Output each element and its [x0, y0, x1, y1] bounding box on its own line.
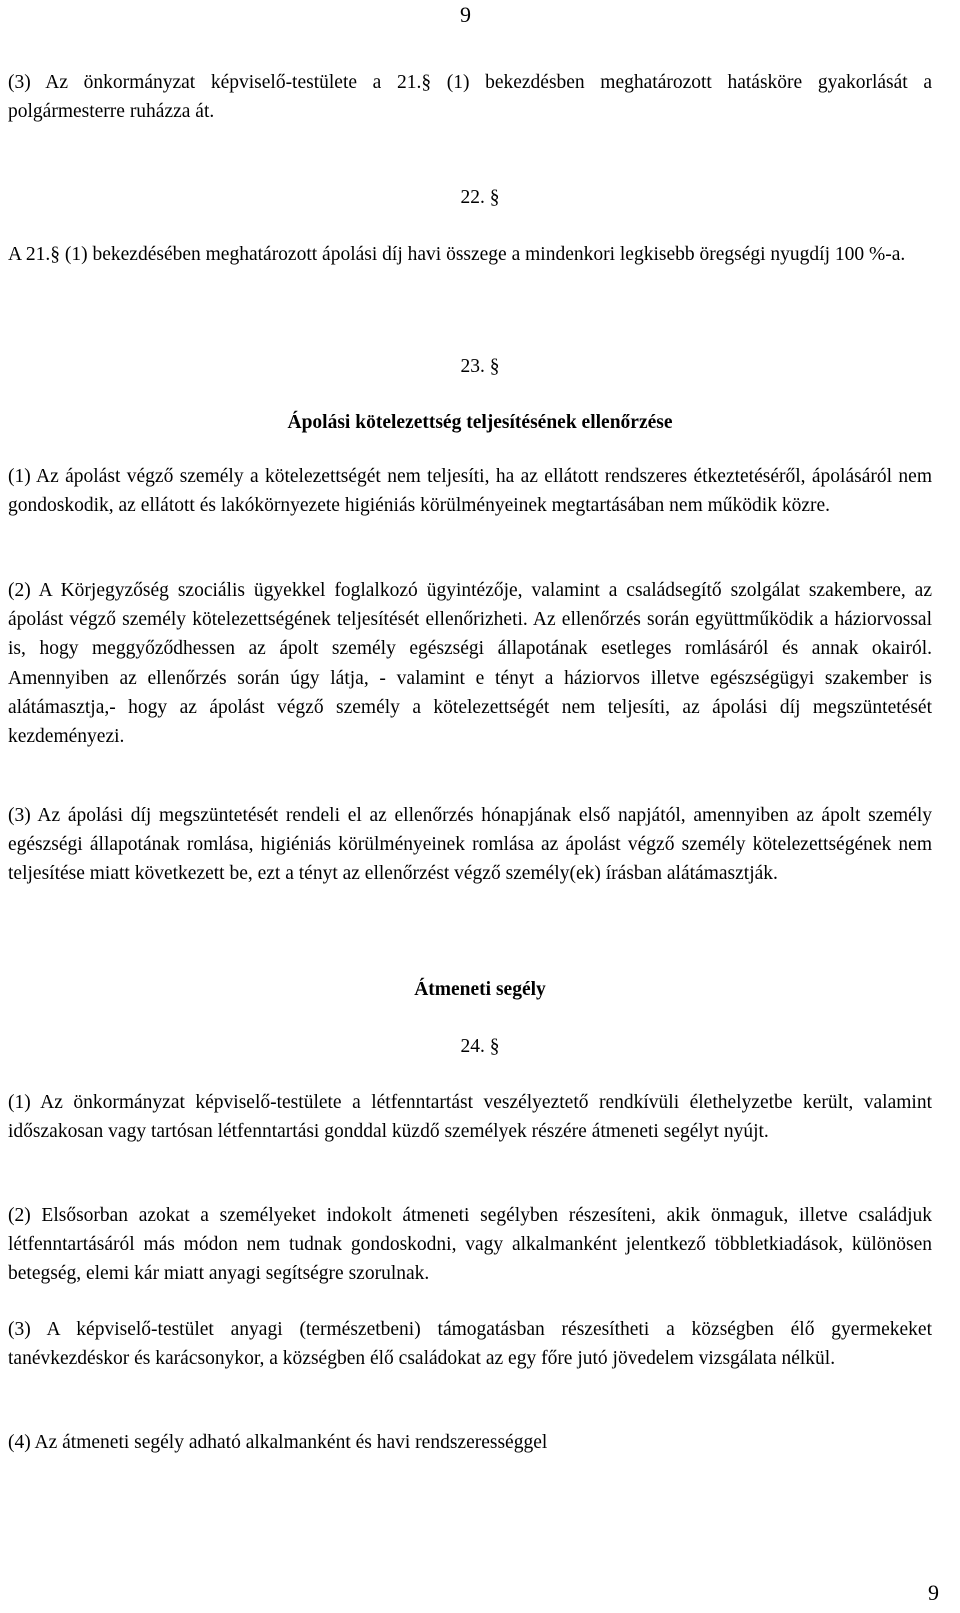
- section-24-heading: Átmeneti segély: [414, 979, 546, 1000]
- section-23-title: 23. §: [460, 356, 500, 377]
- section-24-paragraph-4: (4) Az átmeneti segély adható alkalmanként és havi rendszerességgel: [8, 1432, 548, 1453]
- section-24-paragraph-3: (3) A képviselő-testület anyagi (természetbeni) támogatásban részesítheti a községben élő gyermekeket tanévkezdéskor és karácsonykor, a községben élő családokat az egy főre jutó jövedelem vizsgálata nélkül.: [8, 1319, 932, 1370]
- page-number-top: 9: [460, 2, 471, 27]
- section-23-heading: Ápolási kötelezettség teljesítésének ellenőrzése: [287, 412, 673, 433]
- page-number-bottom: 9: [928, 1580, 939, 1605]
- section-23-paragraph-1: (1) Az ápolást végző személy a kötelezettségét nem teljesíti, ha az ellátott rendszeres étkeztetéséről, ápolásáról nem gondoskodik, az ellátott és lakókörnyezete higiéniás körülményeinek megtartásában nem működik közre.: [8, 466, 932, 517]
- section-24-title: 24. §: [460, 1036, 500, 1057]
- section-22-text: A 21.§ (1) bekezdésében meghatározott ápolási díj havi összege a mindenkori legkisebb öregségi nyugdíj 100 %-a.: [8, 244, 906, 265]
- section-22-title: 22. §: [460, 187, 500, 208]
- section-23-paragraph-2: (2) A Körjegyzőség szociális ügyekkel foglalkozó ügyintézője, valamint a családsegítő szolgálat szakembere, az ápolást végző személy kötelezettségének teljesítését ellenőrizheti. Az ellenőrzés során együttműködik a háziorvossal is, hogy meggyőződhessen az ápolt személy egészségi állapotának esetleges romlásáról és annak okairól. Amennyiben az ellenőrzés során úgy látja, - valamint e tényt a háziorvos illetve egészségügyi szakember is alátámasztja,- hogy az ápolást végző személy a kötelezettségét nem teljesíti, az ápolási díj megszüntetését kezdeményezi.: [8, 580, 932, 748]
- paragraph-21-3: (3) Az önkormányzat képviselő-testülete a 21.§ (1) bekezdésben meghatározott hatásköre gyakorlását a polgármesterre ruházza át.: [8, 72, 932, 123]
- section-23-paragraph-3: (3) Az ápolási díj megszüntetését rendeli el az ellenőrzés hónapjának első napjától, amennyiben az ápolt személy egészségi állapotának romlása, higiéniás körülményeinek romlása az ápolást végző személy kötelezettségének nem teljesítése miatt következett be, ezt a tényt az ellenőrzést végző személy(ek) írásban alátámasztják.: [8, 805, 932, 885]
- section-24-paragraph-2: (2) Elsősorban azokat a személyeket indokolt átmeneti segélyben részesíteni, akik önmaguk, illetve családjuk létfenntartásáról más módon nem tudnak gondoskodni, vagy alkalmanként jelentkező többletkiadások, különösen betegség, elemi kár miatt anyagi segítségre szorulnak.: [8, 1205, 932, 1285]
- section-24-paragraph-1: (1) Az önkormányzat képviselő-testülete a létfenntartást veszélyeztető rendkívüli élethelyzetbe került, valamint időszakosan vagy tartósan létfenntartási gonddal küzdő személyek részére átmeneti segélyt nyújt.: [8, 1092, 932, 1143]
